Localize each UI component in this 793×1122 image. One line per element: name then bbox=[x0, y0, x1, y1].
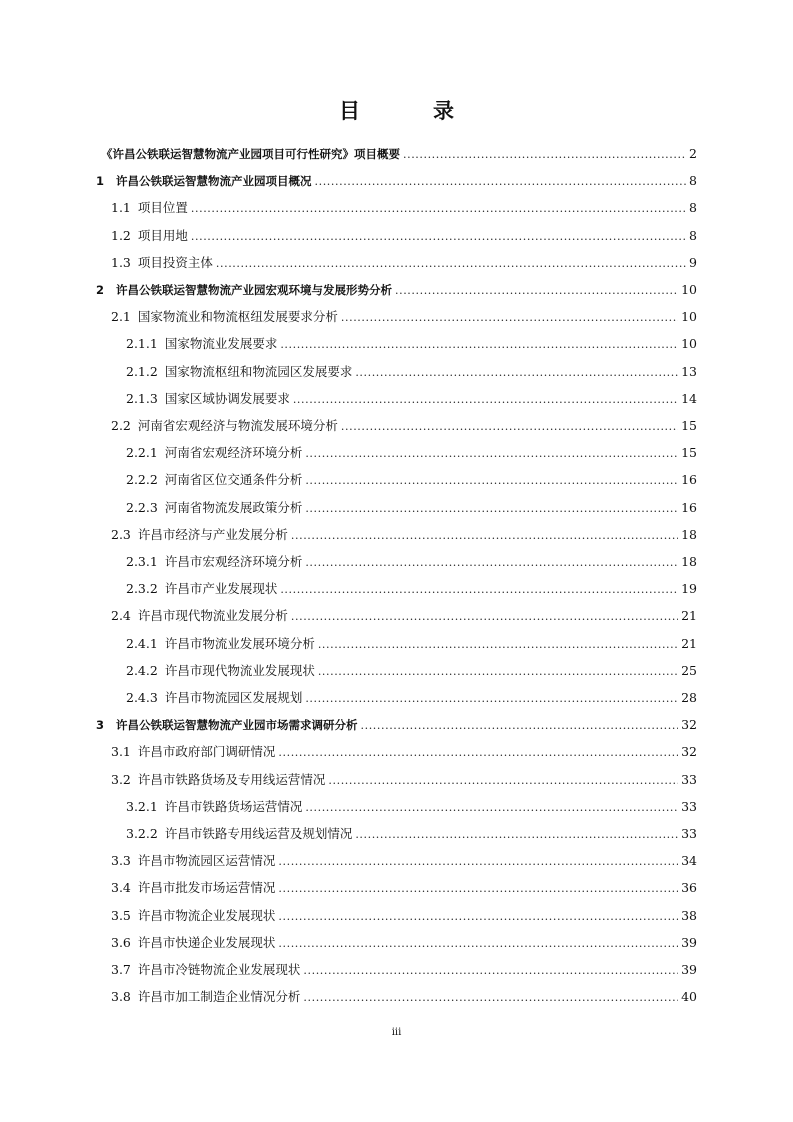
toc-dot-leader bbox=[291, 525, 678, 547]
toc-entry-label: 《许昌公铁联运智慧物流产业园项目可行性研究》项目概要 bbox=[101, 147, 400, 161]
toc-entry[interactable] bbox=[111, 877, 697, 899]
toc-entry[interactable] bbox=[111, 769, 697, 791]
toc-entry-page-number: 25 bbox=[681, 662, 697, 678]
toc-entry-page-number: 14 bbox=[681, 390, 697, 406]
toc-dot-leader bbox=[191, 226, 686, 248]
toc-entry-label: 许昌市产业发展现状 bbox=[164, 581, 278, 597]
toc-dot-leader bbox=[395, 280, 678, 302]
page-title: 目 录 bbox=[339, 99, 480, 123]
toc-entry-number: 2.2.3 bbox=[126, 499, 158, 515]
toc-entry[interactable] bbox=[126, 361, 697, 383]
toc-entry[interactable] bbox=[96, 279, 697, 301]
toc-dot-leader bbox=[305, 688, 678, 710]
toc-entry[interactable] bbox=[111, 959, 697, 981]
toc-entry-label: 许昌市快递企业发展现状 bbox=[137, 934, 276, 950]
toc-dot-leader bbox=[293, 389, 678, 411]
toc-dot-leader bbox=[355, 824, 678, 846]
toc-entry-number: 3.2.1 bbox=[126, 798, 158, 814]
toc-entry-number: 3.3 bbox=[111, 853, 131, 869]
toc-entry-number: 2.2.2 bbox=[126, 472, 158, 488]
toc-entry-number: 2.1.3 bbox=[126, 390, 158, 406]
toc-entry-page-number: 18 bbox=[681, 526, 697, 542]
toc-dot-leader bbox=[278, 878, 678, 900]
toc-entry[interactable] bbox=[111, 306, 697, 328]
toc-entry-page-number: 8 bbox=[689, 173, 697, 189]
toc-entry-number: 1.1 bbox=[111, 200, 131, 216]
toc-entry-page-number: 33 bbox=[681, 826, 697, 841]
toc-entry-page-number: 8 bbox=[689, 227, 697, 243]
toc-dot-leader bbox=[291, 606, 678, 628]
toc-entry-number: 2.4 bbox=[111, 608, 131, 624]
toc-entry[interactable] bbox=[111, 605, 697, 627]
toc-entry-label: 许昌市现代物流业发展现状 bbox=[164, 662, 315, 678]
toc-entry-page-number: 32 bbox=[681, 717, 697, 733]
toc-entry[interactable] bbox=[126, 823, 697, 845]
toc-entry-page-number: 40 bbox=[681, 989, 697, 1005]
toc-entry-page-number: 10 bbox=[681, 309, 697, 325]
toc-dot-leader bbox=[341, 416, 678, 438]
toc-entry-number: 3.4 bbox=[111, 880, 131, 896]
toc-entry[interactable] bbox=[96, 170, 697, 192]
toc-entry-number: 3 bbox=[96, 718, 105, 733]
toc-entry[interactable] bbox=[126, 796, 697, 818]
toc-entry-page-number: 2 bbox=[689, 146, 697, 161]
toc-entry[interactable] bbox=[96, 714, 697, 736]
toc-entry-number: 2.1.2 bbox=[126, 363, 158, 379]
toc-entry-page-number: 34 bbox=[681, 853, 697, 869]
toc-entry-number: 2.3.2 bbox=[126, 581, 158, 597]
toc-entry-page-number: 33 bbox=[681, 771, 697, 787]
toc-dot-leader bbox=[280, 579, 678, 601]
toc-entry[interactable] bbox=[111, 252, 697, 274]
toc-entry[interactable] bbox=[126, 578, 697, 600]
toc-dot-leader bbox=[278, 851, 678, 873]
toc-entry-label: 许昌公铁联运智慧物流产业园市场需求调研分析 bbox=[116, 718, 358, 733]
toc-entry-number: 3.5 bbox=[111, 907, 131, 923]
toc-dot-leader bbox=[278, 742, 678, 764]
toc-entry-number: 2.1.1 bbox=[126, 336, 158, 352]
toc-entry-label: 国家物流枢纽和物流园区发展要求 bbox=[164, 363, 353, 379]
toc-entry-label: 河南省宏观经济与物流发展环境分析 bbox=[137, 418, 338, 433]
toc-entry[interactable] bbox=[126, 442, 697, 464]
toc-entry[interactable] bbox=[111, 905, 697, 927]
toc-entry-label: 许昌市批发市场运营情况 bbox=[137, 880, 276, 896]
toc-entry-label: 河南省区位交通条件分析 bbox=[164, 472, 303, 488]
toc-entry-number: 1 bbox=[96, 174, 105, 189]
toc-dot-leader bbox=[305, 443, 678, 465]
toc-entry-label: 许昌市经济与产业发展分析 bbox=[137, 526, 288, 542]
toc-entry-page-number: 16 bbox=[681, 499, 697, 515]
toc-dot-leader bbox=[278, 933, 678, 955]
toc-dot-leader bbox=[403, 144, 686, 166]
toc-entry[interactable] bbox=[126, 633, 697, 655]
toc-entry-page-number: 19 bbox=[681, 581, 697, 597]
toc-dot-leader bbox=[216, 253, 686, 275]
toc-entry-number: 2.2.1 bbox=[126, 445, 158, 461]
toc-entry-label: 国家物流业发展要求 bbox=[164, 336, 278, 352]
toc-dot-leader bbox=[278, 906, 678, 928]
toc-entry[interactable] bbox=[126, 660, 697, 682]
toc-entry[interactable] bbox=[126, 469, 697, 491]
toc-dot-leader bbox=[341, 307, 678, 329]
toc-entry-page-number: 38 bbox=[681, 907, 697, 923]
toc-dot-leader bbox=[305, 470, 678, 492]
toc-entry-page-number: 10 bbox=[681, 336, 697, 352]
toc-entry-label: 国家物流业和物流枢纽发展要求分析 bbox=[137, 309, 338, 325]
toc-entry-label: 许昌公铁联运智慧物流产业园项目概况 bbox=[116, 174, 312, 189]
toc-entry-label: 许昌公铁联运智慧物流产业园宏观环境与发展形势分析 bbox=[116, 283, 393, 297]
page-number: iii bbox=[391, 1027, 402, 1038]
toc-entry-page-number: 9 bbox=[689, 254, 697, 270]
toc-entry-label: 项目用地 bbox=[137, 227, 188, 243]
toc-entry-label: 许昌市物流园区发展规划 bbox=[164, 690, 303, 705]
toc-entry-number: 2.3 bbox=[111, 526, 131, 542]
toc-dot-leader bbox=[361, 715, 679, 737]
toc-entry-number: 3.7 bbox=[111, 962, 131, 977]
toc-entry-page-number: 28 bbox=[681, 690, 697, 705]
toc-entry[interactable] bbox=[111, 741, 697, 763]
toc-dot-leader bbox=[315, 171, 687, 193]
toc-entry-page-number: 10 bbox=[681, 282, 697, 297]
toc-entry-page-number: 21 bbox=[681, 608, 697, 624]
toc-entry[interactable] bbox=[111, 986, 697, 1008]
toc-entry-page-number: 39 bbox=[681, 962, 697, 977]
toc-entry-label: 项目投资主体 bbox=[137, 254, 213, 270]
toc-entry[interactable] bbox=[111, 524, 697, 546]
toc-entry-page-number: 13 bbox=[681, 363, 697, 379]
toc-entry-page-number: 21 bbox=[681, 635, 697, 651]
toc-dot-leader bbox=[191, 198, 686, 220]
toc-entry-number: 3.8 bbox=[111, 989, 131, 1005]
toc-dot-leader bbox=[303, 987, 678, 1009]
toc-dot-leader bbox=[305, 552, 678, 574]
toc-entry-number: 3.6 bbox=[111, 934, 131, 950]
toc-entry-number: 3.2.2 bbox=[126, 826, 158, 841]
toc-entry-number: 2.4.3 bbox=[126, 690, 158, 705]
toc-entry-number: 1.2 bbox=[111, 227, 131, 243]
toc-entry-page-number: 8 bbox=[689, 200, 697, 216]
toc-entry[interactable] bbox=[111, 197, 697, 219]
toc-entry-page-number: 39 bbox=[681, 934, 697, 950]
toc-entry-label: 河南省宏观经济环境分析 bbox=[164, 445, 303, 461]
toc-entry-label: 许昌市物流企业发展现状 bbox=[137, 907, 276, 923]
toc-entry-page-number: 32 bbox=[681, 744, 697, 760]
toc-entry-number: 2.4.1 bbox=[126, 635, 158, 651]
toc-entry-label: 许昌市政府部门调研情况 bbox=[137, 744, 276, 760]
toc-entry-page-number: 15 bbox=[681, 418, 697, 433]
toc-entry-number: 2 bbox=[96, 283, 105, 297]
toc-entry-label: 许昌市现代物流业发展分析 bbox=[137, 608, 288, 624]
toc-entry[interactable] bbox=[111, 850, 697, 872]
toc-entry-page-number: 16 bbox=[681, 472, 697, 488]
toc-dot-leader bbox=[280, 334, 678, 356]
toc-entry-number: 2.3.1 bbox=[126, 554, 158, 569]
toc-entry[interactable] bbox=[126, 333, 697, 355]
toc-entry-page-number: 36 bbox=[681, 880, 697, 896]
toc-dot-leader bbox=[318, 661, 678, 683]
toc-entry-label: 许昌市冷链物流企业发展现状 bbox=[137, 962, 301, 977]
toc-entry-label: 许昌市铁路货场及专用线运营情况 bbox=[137, 771, 326, 787]
toc-entry-label: 河南省物流发展政策分析 bbox=[164, 499, 303, 515]
toc-dot-leader bbox=[318, 634, 678, 656]
toc-dot-leader bbox=[305, 797, 678, 819]
toc-entry-label: 国家区域协调发展要求 bbox=[164, 390, 290, 406]
toc-entry-number: 2.2 bbox=[111, 418, 131, 433]
toc-entry[interactable] bbox=[111, 225, 697, 247]
toc-entry[interactable] bbox=[111, 415, 697, 437]
toc-entry[interactable] bbox=[111, 932, 697, 954]
toc-entry-number: 2.1 bbox=[111, 309, 131, 325]
toc-entry-label: 许昌市铁路货场运营情况 bbox=[164, 798, 303, 814]
toc-entry-page-number: 15 bbox=[681, 445, 697, 461]
toc-entry[interactable] bbox=[126, 497, 697, 519]
toc-entry-label: 许昌市宏观经济环境分析 bbox=[164, 554, 303, 569]
toc-entry-label: 许昌市物流园区运营情况 bbox=[137, 853, 276, 869]
toc-entry-page-number: 33 bbox=[681, 798, 697, 814]
toc-entry[interactable] bbox=[101, 143, 697, 165]
toc-entry-label: 许昌市铁路专用线运营及规划情况 bbox=[164, 826, 353, 841]
toc-entry[interactable] bbox=[126, 687, 697, 709]
toc-entry[interactable] bbox=[126, 551, 697, 573]
toc-entry-page-number: 18 bbox=[681, 554, 697, 569]
toc-entry-label: 许昌市物流业发展环境分析 bbox=[164, 635, 315, 651]
toc-entry-number: 2.4.2 bbox=[126, 662, 158, 678]
toc-entry-label: 项目位置 bbox=[137, 200, 188, 216]
toc-entry-number: 3.1 bbox=[111, 744, 131, 760]
toc-dot-leader bbox=[303, 960, 678, 982]
toc-entry-number: 1.3 bbox=[111, 254, 131, 270]
toc-dot-leader bbox=[328, 770, 678, 792]
toc-dot-leader bbox=[305, 498, 678, 520]
toc-entry-label: 许昌市加工制造企业情况分析 bbox=[137, 989, 301, 1005]
toc-entry[interactable] bbox=[126, 388, 697, 410]
toc-entry-number: 3.2 bbox=[111, 771, 131, 787]
toc-dot-leader bbox=[355, 362, 678, 384]
